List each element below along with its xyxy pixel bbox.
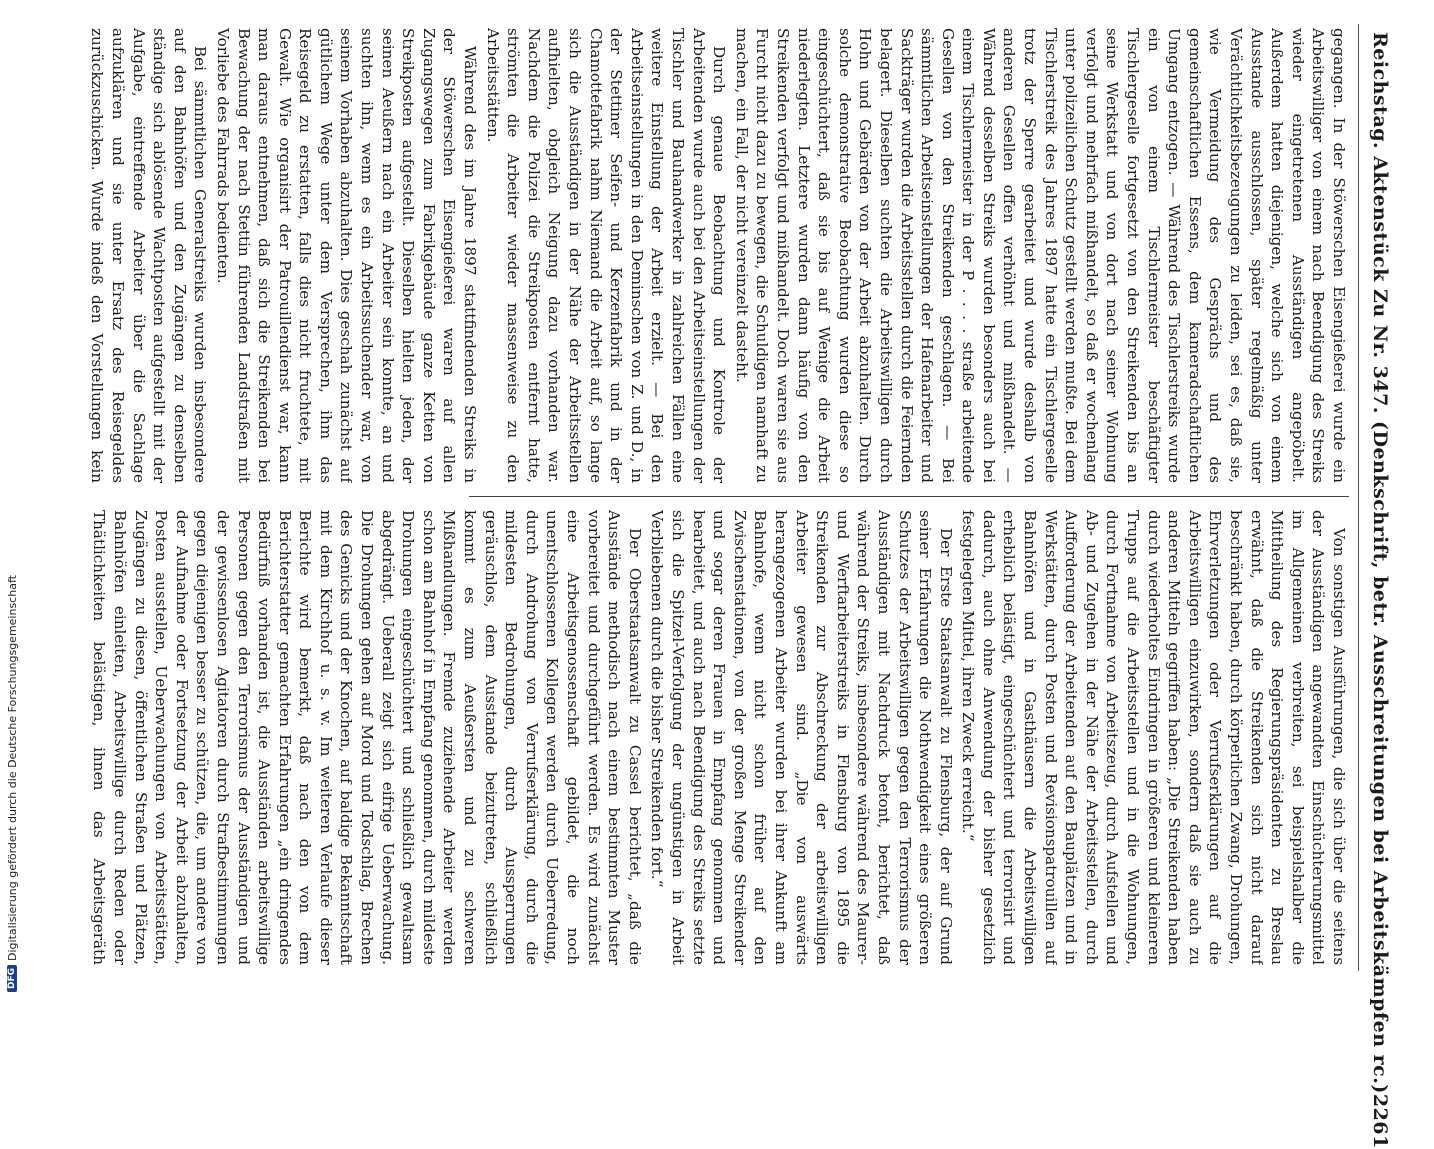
page-header xyxy=(1363,32,1397,1149)
right-column xyxy=(87,510,1349,965)
header-title: Reichstag. Aktenstück Zu Nr. 347. (Denkschrift, betr. Ausschreitungen bei Arbeitskämpfen rc.) xyxy=(1369,32,1391,1094)
credit-text: Digitalisierung gefördert durch die Deutsche Forschungsgemeinschaft xyxy=(5,575,19,961)
left-column xyxy=(87,28,1349,483)
digitization-credit xyxy=(2,0,22,1000)
rotated-document-page xyxy=(87,10,1397,1149)
paragraph: Durch genaue Beobachtung und Kontrole der Arbeitenden wurde auch bei den Arbeitseinstellungen der Tischler und Bauhandwerker in zahlreichen Fällen eine weitere Einstellung der Arbeit erzielt. — Bei den Arbeitseinstellungen in den Deminschen von Z. und D., in der Stettiner Seifen- und Kerzenfabrik und in der Chamottefabrik nahm Niemand die Arbeit auf, so lange sich die Ausständigen in der Nähe der Arbeitsstellen aufhielten, obgleich Neigung dazu vorhanden war. Nachdem die Polizei die Streikposten entfernt hatte, strömten die Arbeiter wieder massenweise zu den Arbeitsstätten. xyxy=(483,28,729,483)
paragraph: Von sonstigen Ausführungen, die sich über die seitens der Ausständigen angewandten Einschüchterungsmittel im Allgemeinen verbreiten, sei beispielshalber die Mittheilung des Regierungspräsidenten zu Breslau erwähnt, daß die Streikenden sich nicht darauf beschränkt haben, durch körperlichen Zwang, Drohungen, Ehrverletzungen oder Verrufserklärungen auf die Arbeitswilligen einzuwirken, sondern daß sie auch zu anderen Mitteln gegriffen haben: „Die Streikenden haben durch wiederholtes Eindringen in größeren und kleineren Trupps auf die Arbeitsstellen und in die Wohnungen, durch Fortnahme von Arbeitszeug, durch Aufstellen und Ab- und Zugehen in der Nähe der Arbeitsstellen, durch Aufforderung der Arbeitenden auf den Bauplätzen und in Werkstätten, durch Posten und Revisionspatrouillen auf Bahnhöfen und in Gasthäusern die Arbeitswilligen erheblich belästigt, eingeschüchtert und terrorisirt und dadurch, auch ohne Anwendung der bisher gesetzlich festgelegten Mittel, ihren Zweck erreicht.“ xyxy=(959,510,1348,965)
page-number: 2261 xyxy=(1369,1093,1391,1149)
paragraph: gegangen. In der Stöwerschen Eisengießerei wurde ein Arbeitswilliger von einem nach Beendigung des Streiks wieder eingetretenen Ausständigen angepöbelt. Außerdem hatten diejenigen, welche sich von einem Ausstande ausschlossen, später regelmäßig unter Verächtlichkeitsbezeugungen zu leiden, sei es, daß sie, wie Vermeidung des Gesprächs und des gemeinschaftlichen Essens, dem kameradschaftlichen Umgang entzogen. — Während des Tischlerstreiks wurde ein von einem Tischlermeister beschäftigter Tischlergeselle fortgesetzt von den Streikenden bis an seine Werkstatt und von dort nach seiner Wohnung verfolgt und mehrfach mißhandelt, so daß er wochenlang unter polizeilichen Schutz gestellt werden mußte. Bei dem Tischlerstreik des Jahres 1897 hatte ein Tischlergeselle trotz der Sperre gearbeitet und wurde deshalb von anderen Gesellen offen verhöhnt und mißhandelt. — Während desselben Streiks wurden besonders auch bei einem Tischlermeister in der P . . . . straße arbeitende Gesellen von den Streikenden geschlagen. — Bei sämmtlichen Arbeitseinstellungen der Hafenarbeiter und Sackträger wurden die Arbeitsstellen durch die Feiernden belagert. Dieselben suchten die Arbeitswilligen durch Hohn und Gebärden von der Arbeit abzuhalten. Durch solche demonstrative Beobachtung wurden diese so eingeschüchtert, daß sie bis auf Wenige die Arbeit niederlegten. Letztere wurden dann häufig von den Streikenden verfolgt und mißhandelt. Doch waren sie aus Furcht nicht dazu zu bewegen, die Schuldigen namhaft zu machen, ein Fall, der nicht vereinzelt dasteht. xyxy=(732,28,1348,483)
column-divider xyxy=(469,496,1349,497)
paragraph: Der Oberstaatsanwalt zu Cassel berichtet, „daß die Ausstände methodisch nach einem bestimmten Muster vorbereitet und durchgeführt werden. Es wird zunächst eine Arbeitsgenossenschaft gebildet, die noch unentschlossenen Kollegen werden durch Ueberredung, durch Androhung von Verrufserklärung, durch die mildesten Bedrohungen, durch Aussperrungen geräuschlos, dem Ausstande beizutreten, schließlich kommt es zum Aeußersten und zu schweren Mißhandlungen. Fremde zuziehende Arbeiter werden schon am Bahnhof in Empfang genommen, durch mildeste Drohungen eingeschüchtert und schließlich gewaltsam abgedrängt. Ueberall zeigt sich eifrige Ueberwachung. Die Drohungen gehen auf Mord und Todschlag, Brechen des Genicks und der Knochen, auf baldige Bekanntschaft mit dem Kirchhof u. s. w. Im weiteren Verlaufe dieser Berichte wird bemerkt, daß nach den von dem Berichterstatter gemachten Erfahrungen „ein dringendes Bedürfniß vorhanden ist, die Ausständen arbeitswillige Personen gegen den Terrorismus der Ausständigen und der gewissenlosen Agitatoren durch Strafbestimmungen gegen diejenigen besser zu schützen, die, um andere von der Aufnahme oder Fortsetzung der Arbeit abzuhalten, Posten ausstellen, Ueberwachungen von Arbeitsstätten, Zugängen zu diesen, öffentlichen Straßen und Plätzen, Bahnhöfen einleiten, Arbeitswillige durch Reden oder Thätlichkeiten belästigen, ihnen das Arbeitsgeräth xyxy=(90,510,644,965)
header-rule xyxy=(1358,24,1359,971)
paragraph: Bei sämmtlichen Generalstreiks wurden insbesondere auf den Bahnhöfen und den Zugängen zu denselben ständige sich ablösende Wachtposten aufgestellt mit der Aufgabe, eintreffende Arbeiter über die Sachlage aufzuklären und sie unter Ersatz des Reisegeldes zurückzuschicken. Wurde indeß den Vorstellungen kein xyxy=(88,28,210,483)
paragraph: Der Erste Staatsanwalt zu Flensburg, der auf Grund seiner Erfahrungen die Nothwendigkeit eines größeren Schutzes der Arbeitswilligen gegen den Terrorismus der Ausständigen mit Nachdruck betont, berichtet, daß während der Streiks, insbesondere während des Maurer- und Werftarbeiterstreiks in Flensburg von 1895 die Streikenden zur Abschreckung der arbeitswilligen Arbeiter gewesen sind. „Die von auswärts herangezogenen Arbeiter wurden bei ihrer Ankunft am Bahnhofe, wenn nicht schon früher auf den Zwischenstationen, von der großen Menge Streikender und sogar deren Frauen in Empfang genommen und bearbeitet, und auch nach Beendigung des Streiks setzte sich die Spitzel-Verfolgung der ungünstigen in Arbeit Verbliebenen durch die bisher Streikenden fort.“ xyxy=(648,510,955,965)
dfg-logo: DFG xyxy=(7,965,17,992)
paragraph: Während des im Jahre 1897 stattfindenden Streiks in der Stöwerschen Eisengießerei waren auf allen Zugangswegen zum Fabrikgebäude ganze Ketten von Streikposten aufgestellt. Dieselben hielten jeden, der seinen Aeußern nach ein Arbeiter sein konnte, an und suchten ihn, wenn es ein Arbeitssuchender war, von seinem Vorhaben abzuhalten. Dies geschah zunächst auf gütlichem Wege unter dem Versprechen, ihm das Reisegeld zu erstatten, falls dies nicht fruchtete, mit Gewalt. Wie organisirt der Patrouillendienst war, kann man daraus entnehmen, daß sich die Streikenden bei Bewachung der nach Stettin führenden Landstraßen mit Vorliebe des Fahrrads bedienten. xyxy=(213,28,480,483)
